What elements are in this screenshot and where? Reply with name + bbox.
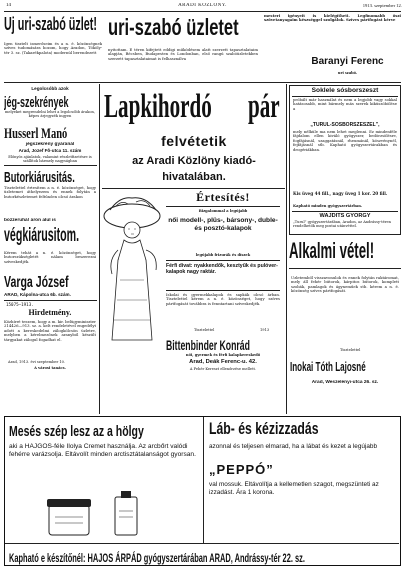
icebox-ad-job: jégszekrény gyáránál bbox=[25, 142, 75, 147]
notice-title: Hirdetmény. bbox=[28, 308, 72, 317]
hat-shop-address: Arad, Deák Ferenc-u. 42. bbox=[189, 359, 257, 365]
spirit-ad-title: Soklele sósborszeszt bbox=[311, 87, 379, 94]
hat-shop-text-2: Iskolai és gyermekkalapok és sapkák olcsó árban. Tisztelettel kérem a n. é. közönséget, hogy szíves pártfogását továbbra is fenntartani szíveskedjék. bbox=[166, 293, 280, 306]
spirit-ad-text-2: mely nélküle ma nem lehet meglenni. Ez mindenféle fájdalom ellen kiváló gyógyszer, bedörzsölésre, fogfájásnál, szaggatásnál, rheumánál, köszvénynél, fejfájásnál stb. Kapható gyógyszertárakban és drogériákban. bbox=[293, 130, 397, 152]
right-rule-a bbox=[289, 268, 401, 269]
occasion-sale-text: Üzletemből visszavonulok és ennek folytán raktáromat, mely áll fehér bútorok, kárpitos bútorok, komplett szobák, pamlagok és ágyneműek stb. kérem a n. é. közönség szíves pártfogását. bbox=[291, 276, 399, 294]
notice-office: A városi tanács. bbox=[34, 366, 66, 370]
sweat-ad-text: azonnal és teljesen elmarad, ha a lábat és kezet a legújabb bbox=[209, 443, 378, 450]
page-number: 14 bbox=[6, 3, 11, 8]
hat-shop-job: női, gyermek és férfi kalapkereskedő bbox=[185, 353, 261, 357]
furniture-ad-title: Butorkiárusitás. bbox=[4, 169, 75, 185]
col1-rule-a bbox=[4, 165, 97, 166]
cream-ad-text: aki a HAJGÓS-féle Ilolya Cremet használja. Az arcbőrt valódi fehérre varázsolja. Eltávolít minden arctisztátalanságot gyorsan. bbox=[9, 443, 196, 459]
cream-jar-illustration bbox=[35, 487, 175, 539]
header-rule bbox=[4, 11, 401, 12]
carrier-ad-big-3: felvétetik bbox=[161, 133, 227, 149]
icebox-ad-text: melyeket megrendelni lehet a legolcsóbb árakon, képes árjegyzék ingyen bbox=[5, 110, 95, 119]
carrier-ad-big-1: Lapkihordó bbox=[104, 88, 212, 125]
cosmetics-banner bbox=[4, 416, 401, 566]
column-rule-1 bbox=[99, 84, 100, 414]
spirit-ad-brand: „TURUL-SÓSBORSZESZEL”, bbox=[310, 122, 380, 128]
tailor-ad-title-right: uri-szabó üzletet bbox=[108, 14, 239, 40]
furniture-ad-text: Tisztelettel értesítem a n. é. közönséget, hogy üzletemet áthelyezem és ennek folytán a butorkészletemet feltűnően olcsó árakon bbox=[4, 186, 96, 199]
pharmacist-text: „Turul” gyógyszertárában, Aradon, az Andrássy-téren rendelhetők meg postai utánvéttel. bbox=[293, 220, 391, 229]
tailor-ad-signature: Baranyi Ferenc bbox=[311, 56, 384, 67]
tailor-ad bbox=[4, 14, 401, 80]
spirit-ad bbox=[289, 85, 401, 235]
tailor-ad-text-right: mesteri igényeit is kielégítheti. Legfinomabb őszi szövetanyagaim készséggel szolgálok. Szíves pártfogást kérve bbox=[264, 14, 401, 23]
hat-lady-illustration bbox=[102, 190, 164, 345]
hat-shop-ad bbox=[164, 190, 284, 408]
sweat-ad-brand: „PEPPÓ” bbox=[209, 462, 274, 477]
furniture-ad-bold: bozzeruhá! áron alul is bbox=[4, 218, 56, 223]
occasion-sale-sign: Tisztelettel bbox=[340, 348, 361, 352]
hat-shop-sign: Tisztelettel bbox=[194, 328, 215, 332]
notice-sign: Arad, 1913. évi szeptember 10. bbox=[8, 360, 66, 364]
spirit-ad-maker: Kapható minden gyógyszertárban. bbox=[293, 204, 363, 208]
icebox-ad-address: Arad, Jozef Fõ-utca 11. szám bbox=[18, 148, 82, 153]
icebox-ad-name: Husserl Manó bbox=[4, 126, 68, 141]
spirit-ad-text: próbált már használat és nem a legjobb vagy sokkal hatásosabb, mint bármely más szerek kiküszöbölése a bbox=[293, 98, 397, 111]
occasion-sale-title: Alkalmi vétel! bbox=[289, 238, 375, 263]
carrier-ad-big-5: hivatalában. bbox=[162, 171, 226, 183]
sweat-ad-title: Láb- és kézizzadás bbox=[209, 419, 319, 438]
banner-footer: Kapható e készítőnél: HAJOS ÁRPÁD gyógyszertárában ARAD, Andrássy-tér 22. sz. bbox=[9, 551, 305, 565]
notice-number: 15075—1913. bbox=[6, 302, 34, 307]
tailor-ad-text-middle: nyitottam. E téren kifejtett eddigi működésem alatt szerzett tapasztalataim alapján, Bécsben, Budapesten és Londonban, első rangú szabóüzletekben szerzett tapasztalataimat is felhasználva bbox=[108, 48, 258, 61]
cream-ad-title: Mesés szép lesz az a hölgy bbox=[9, 423, 144, 440]
tailor-ad-title-left: Uj uri-szabó üzlet! bbox=[4, 14, 98, 34]
hat-shop-title: Értesítés! bbox=[196, 190, 250, 204]
hat-shop-small: A Fehér Kereszt ellenőrzése mellett. bbox=[189, 367, 257, 371]
tailor-ad-signature-sub: uri szabó. bbox=[337, 70, 358, 75]
furniture-ad-text-2: Kérem tehát a n. é. közönséget, hogy butorszükségletét nálam beszerezni szíveskedjék. bbox=[4, 251, 96, 264]
pharmacist-name: WAJDITS GYÖRGY bbox=[319, 213, 371, 219]
mid-rule-a bbox=[102, 188, 285, 189]
furniture-ad-big: végkiárusitom. bbox=[4, 225, 80, 246]
notice-text: Közhírré teszem, hogy a m. kir. belügyminiszter 214426—913. sz. a. kelt rendeletével engedélyt adott a kereskedelmi zálogkölcsön üzletre, melyben a kérelmezőnek aranyból készült tárgyakat zálogul fogadhat el. bbox=[4, 320, 96, 342]
issue-date: 1913. szeptember 12. bbox=[362, 3, 402, 8]
carrier-ad-big-2: pár bbox=[248, 88, 280, 125]
sweat-ad-text-2: val mossuk. Eltávolítja a kellemetlen szagot, megszünteti az izzadást. Ára 1 korona. bbox=[209, 481, 379, 496]
tailor-ad-text-left: Igen tisztelt ismerőseim és a n. é. közönségnek szíves tudomására hozom, hogy Aradon, Tököly-tér 3. sz. (Takarékpalota) modernül berendezett bbox=[4, 42, 102, 55]
carrier-ad-big-4: az Aradi Közlöny kiadó- bbox=[132, 155, 256, 167]
hat-shop-name: Bittenbinder Konrád bbox=[166, 337, 250, 353]
occasion-sale-name: Inokai Tóth Lajosné bbox=[290, 359, 366, 374]
column-rule-2 bbox=[286, 84, 287, 414]
hat-shop-items: női modell-, plüs-, bársony-, duble- és posztó-kalapok bbox=[168, 217, 278, 233]
icebox-ad-small: Előnyös ajánlatok, valamint részletfizetésre is szállítok bármely nagyságban bbox=[8, 155, 92, 164]
furniture-ad-address: ARAD, Kápolna-utca 6b. szám. bbox=[4, 292, 71, 297]
icebox-ad-header: Legolcsóbb azok bbox=[31, 86, 69, 91]
hat-shop-text: Férfi divat: nyakkendők, kesztyűk és pulóver-kalapok nagy raktár. bbox=[166, 263, 278, 276]
spirit-ad-price: Kis üveg 44 fill., nagy üveg 1 kor. 20 fill. bbox=[293, 191, 388, 196]
hat-shop-items-2: legújabb frizurák és díszek bbox=[195, 253, 251, 257]
top-ad-rule bbox=[4, 82, 401, 83]
col1-rule-b bbox=[4, 300, 97, 301]
icebox-ad-title: jég-szekrények bbox=[4, 94, 69, 110]
occasion-sale-address: Arad, Weszelényi-utca 26. sz. bbox=[311, 380, 379, 385]
furniture-ad-name: Varga József bbox=[4, 274, 69, 291]
hat-shop-year: 1913 bbox=[260, 328, 270, 332]
newspaper-name: ARADI KÖZLÖNY. bbox=[178, 3, 227, 8]
hat-shop-sub: Bizgalommal a legújabb bbox=[198, 209, 248, 213]
